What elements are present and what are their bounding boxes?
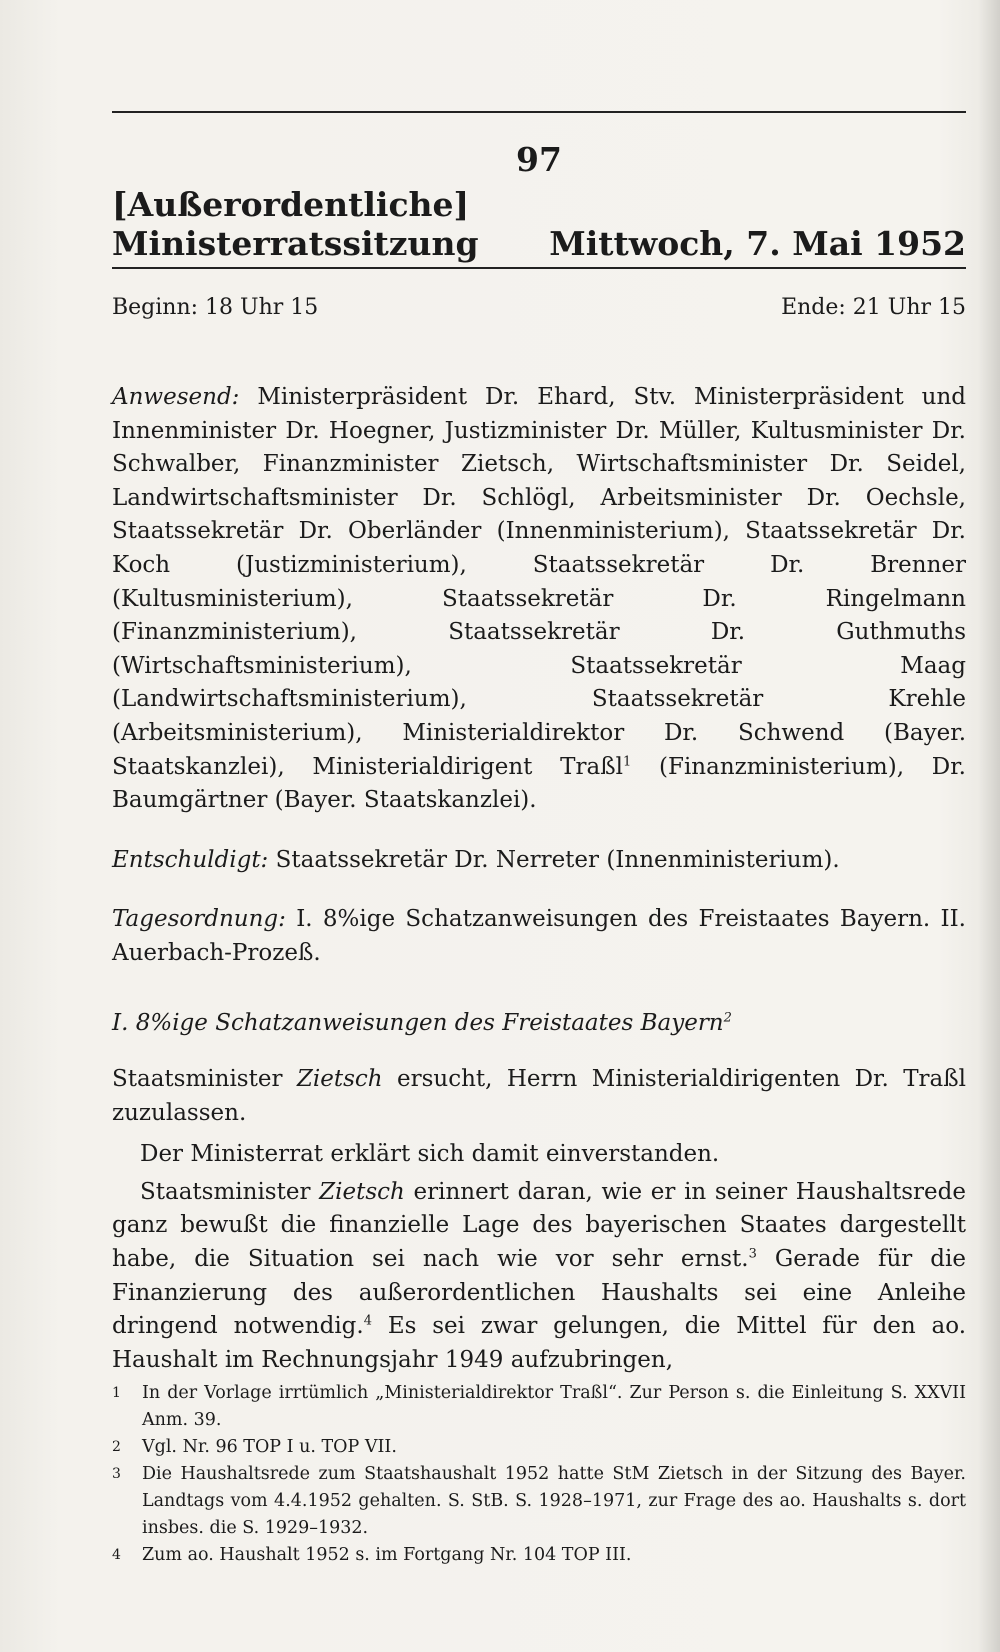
agenda-text: I. 8%ige Schatzanweisungen des Freistaates Bayern. II. Auerbach-Prozeß. [112, 906, 966, 966]
footnote-4 [112, 1542, 966, 1569]
attendees-text: Ministerpräsident Dr. Ehard, Stv. Ministerpräsident und Innenminister Dr. Hoegner, Justizminister Dr. Müller, Kultusminister Dr. Schwalber, Finanzminister Zietsch, Wirtschaftsminister Dr. Seidel, Landwirtschaftsminister Dr. Schlögl, Arbeitsminister Dr. Oechsle, Staatssekretär Dr. Oberländer (Innenministerium), Staatssekretär Dr. Koch (Justizministerium), Staatssekretär Dr. Brenner (Kultusministerium), Staatssekretär Dr. Ringelmann (Finanzministerium), Staatssekretär Dr. Guthmuths (Wirtschaftsministerium), Staatssekretär Maag (Landwirtschaftsministerium), Staatssekretär Krehle (Arbeitsministerium), Ministerialdirektor Dr. Schwend (Bayer. Staatskanzlei), Ministerialdirigent Traßl [112, 384, 966, 780]
p3-start: Staatsminister [140, 1178, 320, 1205]
footnote-ref-1[interactable]: 1 [622, 753, 632, 769]
title-line-2: Ministerratssitzung [112, 224, 479, 263]
p1-end: ersucht, Herrn Ministerialdirigenten Dr. Traßl zuzulassen. [112, 1066, 966, 1126]
section-paragraph-1 [112, 1063, 966, 1130]
page-gutter-shadow [978, 0, 1000, 1652]
footnote-text: Die Haushaltsrede zum Staatshaushalt 1952 hatte StM Zietsch in der Sitzung des Bayer. Landtags vom 4.4.1952 gehalten. S. StB. S. 1928–1971, zur Frage des ao. Haushalts s. dort insbes. die S. 1929–1932. [142, 1464, 966, 1538]
footnote-number: 2 [112, 1439, 121, 1455]
end-time: Ende: 21 Uhr 15 [781, 295, 966, 320]
p3-name: Zietsch [319, 1178, 405, 1205]
footnote-ref-4[interactable]: 4 [363, 1313, 372, 1329]
attendees-label: Anwesend: [112, 384, 240, 410]
footnote-number: 4 [112, 1547, 121, 1563]
section-heading-text: I. 8%ige Schatzanweisungen des Freistaates Bayern [112, 1009, 724, 1036]
agenda-label: Tagesordnung: [112, 906, 286, 933]
excused-label: Entschuldigt: [112, 846, 269, 873]
p1-start: Staatsminister [112, 1066, 297, 1093]
p3-part-c: Gerade für die Finanzierung des außerordentlichen Haushalts sei eine Anleihe dringend notwendig. [112, 1246, 966, 1340]
meeting-date: Mittwoch, 7. Mai 1952 [549, 224, 966, 263]
p1-name: Zietsch [296, 1066, 383, 1093]
section-heading [112, 1007, 966, 1041]
footnote-1 [112, 1380, 966, 1434]
attendees-paragraph [112, 381, 966, 818]
p3-part-d: Es sei zwar gelungen, die Mittel für den ao. Haushalt im Rechnungsjahr 1949 aufzubringen, [112, 1313, 967, 1373]
section-paragraph-2: Der Ministerrat erklärt sich damit einverstanden. [140, 1141, 720, 1168]
begin-time: Beginn: 18 Uhr 15 [112, 295, 319, 320]
footnote-text: Zum ao. Haushalt 1952 s. im Fortgang Nr. 104 TOP III. [142, 1545, 632, 1565]
excused-paragraph [112, 844, 966, 878]
attendees-text-end: (Finanzministerium), Dr. Baumgärtner (Bayer. Staatskanzlei). [112, 753, 966, 814]
footnote-3 [112, 1461, 966, 1542]
footnote-text: Vgl. Nr. 96 TOP I u. TOP VII. [142, 1437, 397, 1457]
footnote-ref-2[interactable]: 2 [723, 1009, 732, 1025]
footnote-text: In der Vorlage irrtümlich „Ministerialdirektor Traßl“. Zur Person s. die Einleitung S. XXVII Anm. 39. [142, 1383, 966, 1430]
agenda-paragraph [112, 903, 966, 970]
footnote-number: 1 [112, 1385, 121, 1401]
p3-part-b: erinnert daran, wie er in seiner Haushaltsrede ganz bewußt die finanzielle Lage des bayerischen Staates dargestellt habe, die Situation sei nach wie vor sehr ernst. [112, 1178, 966, 1273]
section-paragraph-3 [112, 1176, 966, 1378]
footnotes [112, 1380, 966, 1569]
footnote-number: 3 [112, 1466, 121, 1482]
title-row [112, 224, 966, 269]
page-body [112, 140, 966, 1377]
time-row [112, 293, 966, 323]
header-rule [112, 111, 966, 113]
footnote-ref-3[interactable]: 3 [748, 1246, 757, 1262]
footnote-2 [112, 1434, 966, 1461]
title-line-1: [Außerordentliche] [112, 185, 470, 224]
excused-text: Staatssekretär Dr. Nerreter (Innenministerium). [268, 846, 840, 873]
document-number: 97 [516, 140, 562, 179]
